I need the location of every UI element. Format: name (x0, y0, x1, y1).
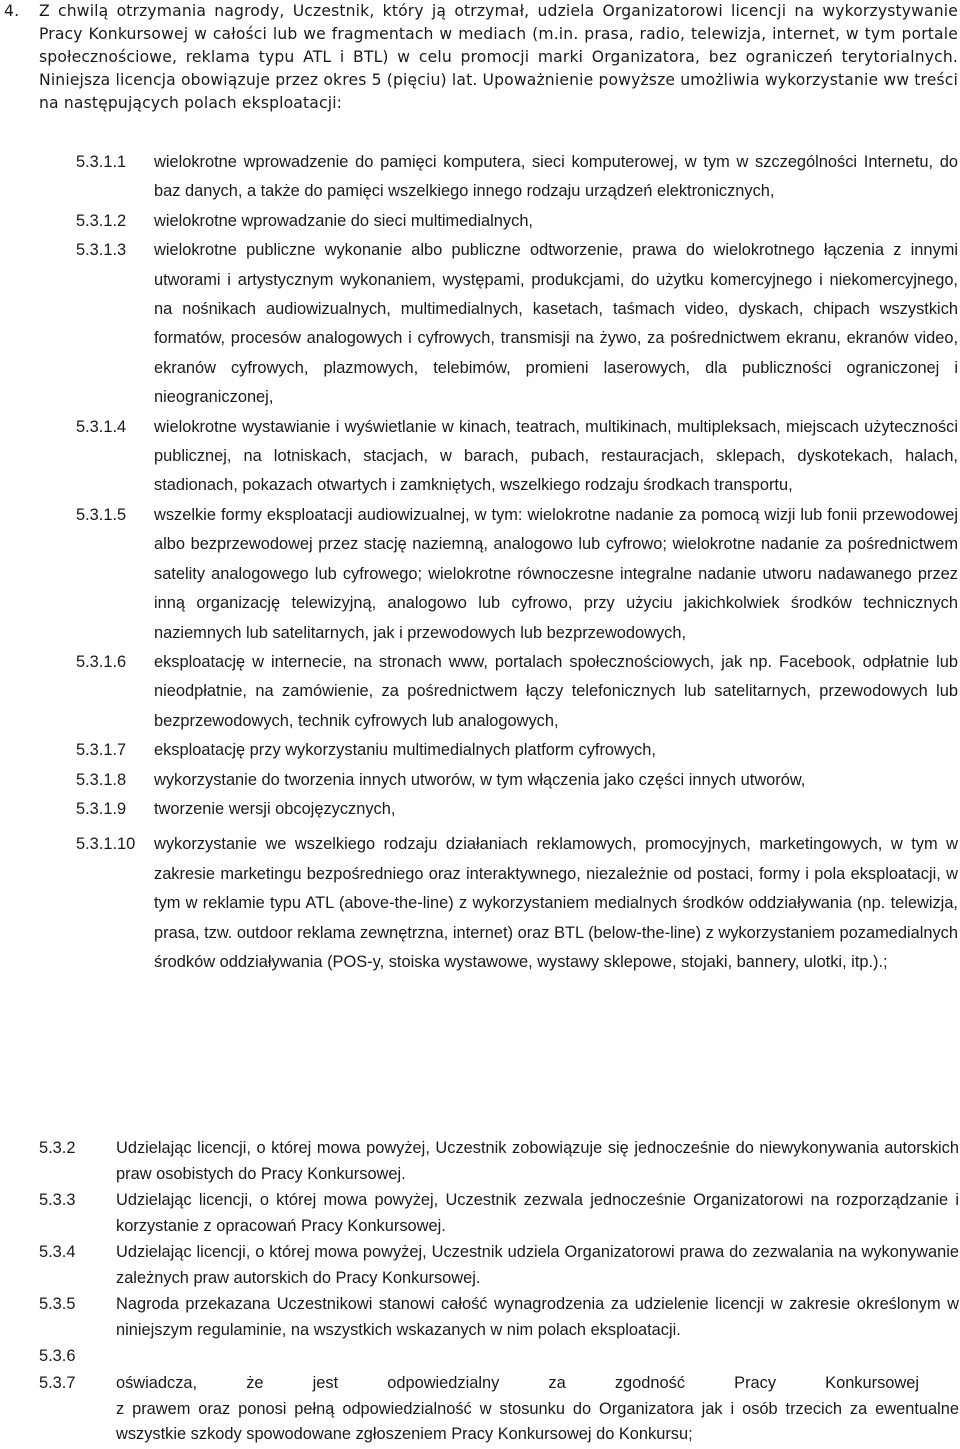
intro-text: Z chwilą otrzymania nagrody, Uczestnik, który ją otrzymał, udziela Organizatorowi licencji na wykorzystywanie Pracy Konkursowej w całości lub we fragmentach w mediach (m.in. prasa, radio, telewizja, internet, w tym portale społecznościowe, reklama typu ATL i BTL) w celu promocji marki Organizatora, bez ograniczeń terytorialnych. Niniejsza licencja obowiązuje przez okres 5 (pięciu) lat. Upoważnienie powyższe umożliwia wykorzystanie ww treści na następujących polach eksploatacji: (39, 2, 958, 112)
item-number: 5.3.4 (39, 1243, 76, 1261)
item-text: Udzielając licencji, o której mowa powyżej, Uczestnik udziela Organizatorowi prawa do zezwalania na wykonywanie zależnych praw autorskich do Pracy Konkursowej. (116, 1243, 959, 1287)
item-text-continuation: z prawem oraz ponosi pełną odpowiedzialność w stosunku do Organizatora jak i osób trzecich za ewentualne wszystkie szkody spowodowane zgłoszeniem Pracy Konkursowej do Konkursu; (116, 1399, 959, 1443)
item-text: eksploatację w internecie, na stronach www, portalach społecznościowych, jak np. Facebook, odpłatnie lub nieodpłatnie, na zamówienie, za pośrednictwem łączy telefonicznych lub satelitarnych, przewodowych lub bezprzewodowych, technik cyfrowych lub analogowych, (154, 652, 958, 730)
list-item (0, 648, 960, 736)
item-number: 5.3.1.8 (76, 770, 127, 789)
item-number: 5.3.1.6 (76, 652, 127, 671)
item-text (116, 1371, 959, 1448)
item-text: wielokrotne wprowadzanie do sieci multimedialnych, (154, 211, 533, 230)
item-text-first-line: oświadcza, że jest odpowiedzialny za zgodność Pracy Konkursowej (116, 1374, 919, 1392)
intro-number: 4. (4, 2, 20, 20)
item-text: wykorzystanie we wszelkiego rodzaju działaniach reklamowych, promocyjnych, marketingowych, w tym w zakresie marketingu bezpośredniego oraz interaktywnego, niezależnie od postaci, formy i pola eksploatacji, w tym w reklamie typu ATL (above-the-line) z wykorzystaniem medialnych środków oddziaływania (np. telewizja, prasa, tzw. outdoor reklama zewnętrzna, internet) oraz BTL (below-the-line) z wykorzystaniem pozamedialnych środków oddziaływania (POS-y, stoiska wystawowe, wystawy sklepowe, stojaki, bannery, ulotki, itp.).; (154, 835, 958, 971)
list-item (0, 1344, 960, 1370)
item-number: 5.3.1.10 (76, 835, 136, 854)
list-item (0, 501, 960, 648)
list-item (0, 830, 960, 977)
item-text: wszelkie formy eksploatacji audiowizualnej, w tym: wielokrotne nadanie za pomocą wizji lub fonii przewodowej albo bezprzewodowej przez stację naziemną, analogowo lub cyfrowo; wielokrotne nadanie za pośrednictwem satelity analogowego lub cyfrowego; wielokrotne równoczesne integralne nadanie utworu nadawanego przez inną organizację telewizyjną, analogowo lub cyfrowo, przy użyciu jakichkolwiek środków technicznych naziemnych lub satelitarnych, jak i przewodowych lub bezprzewodowych, (154, 505, 958, 642)
list-item (0, 1371, 960, 1448)
list-item (0, 148, 960, 207)
item-number: 5.3.2 (39, 1139, 76, 1157)
item-number: 5.3.1.9 (76, 799, 127, 818)
list-item (0, 1188, 960, 1239)
list-item (0, 795, 960, 824)
item-number: 5.3.3 (39, 1191, 76, 1209)
item-text: wykorzystanie do tworzenia innych utworów, w tym włączenia jako części innych utworów, (154, 770, 806, 789)
item-number: 5.3.1.4 (76, 417, 127, 436)
item-text: Nagroda przekazana Uczestnikowi stanowi całość wynagrodzenia za udzielenie licencji w zakresie określonym w niniejszym regulaminie, na wszystkich wskazanych w nim polach eksploatacji. (116, 1295, 959, 1339)
item-text: wielokrotne wystawianie i wyświetlanie w kinach, teatrach, multikinach, multipleksach, miejscach użyteczności publicznej, na lotniskach, stacjach, w barach, pubach, restauracjach, sklepach, dyskotekach, halach, stadionach, pokazach otwartych i zamkniętych, wszelkiego rodzaju środkach transportu, (154, 417, 958, 495)
item-number: 5.3.1.2 (76, 211, 127, 230)
item-text: Udzielając licencji, o której mowa powyżej, Uczestnik zobowiązuje się jednocześnie do niewykonywania autorskich praw osobistych do Pracy Konkursowej. (116, 1139, 959, 1183)
intro-paragraph (0, 0, 960, 115)
license-terms-list (0, 1136, 960, 1449)
item-number: 5.3.5 (39, 1295, 76, 1313)
license-fields-list (0, 148, 960, 977)
item-text: eksploatację przy wykorzystaniu multimedialnych platform cyfrowych, (154, 741, 656, 760)
item-text: wielokrotne wprowadzenie do pamięci komputera, sieci komputerowej, w tym w szczególności Internetu, do baz danych, a także do pamięci wszelkiego innego rodzaju urządzeń elektronicznych, (154, 153, 958, 201)
list-item (0, 1292, 960, 1343)
list-item (0, 766, 960, 795)
item-number: 5.3.1.3 (76, 241, 127, 260)
item-number: 5.3.1.1 (76, 153, 127, 171)
item-text: wielokrotne publiczne wykonanie albo publiczne odtworzenie, prawa do wielokrotnego łączenia z innymi utworami i artystycznym wykonaniem, występami, produkcjami, do użytku komercyjnego i niekomercyjnego, na nośnikach audiowizualnych, multimedialnych, kasetach, taśmach video, dyskach, chipach wszystkich formatów, procesów analogowych i cyfrowych, transmisji na żywo, za pośrednictwem ekranu, ekranów video, ekranów cyfrowych, plazmowych, telebimów, promieni laserowych, dla publiczności ograniczonej i nieograniczonej, (154, 241, 958, 407)
item-text: Udzielając licencji, o której mowa powyżej, Uczestnik zezwala jednocześnie Organizatorowi na rozporządzanie i korzystanie z opracowań Pracy Konkursowej. (116, 1191, 959, 1235)
item-text: tworzenie wersji obcojęzycznych, (154, 799, 396, 818)
item-number: 5.3.7 (39, 1374, 76, 1392)
list-item (0, 1136, 960, 1187)
list-item (0, 413, 960, 501)
list-item (0, 1240, 960, 1291)
item-number: 5.3.1.7 (76, 741, 127, 760)
item-number: 5.3.6 (39, 1347, 76, 1365)
list-item (0, 736, 960, 765)
item-number: 5.3.1.5 (76, 505, 127, 524)
list-item (0, 236, 960, 412)
list-item (0, 207, 960, 236)
